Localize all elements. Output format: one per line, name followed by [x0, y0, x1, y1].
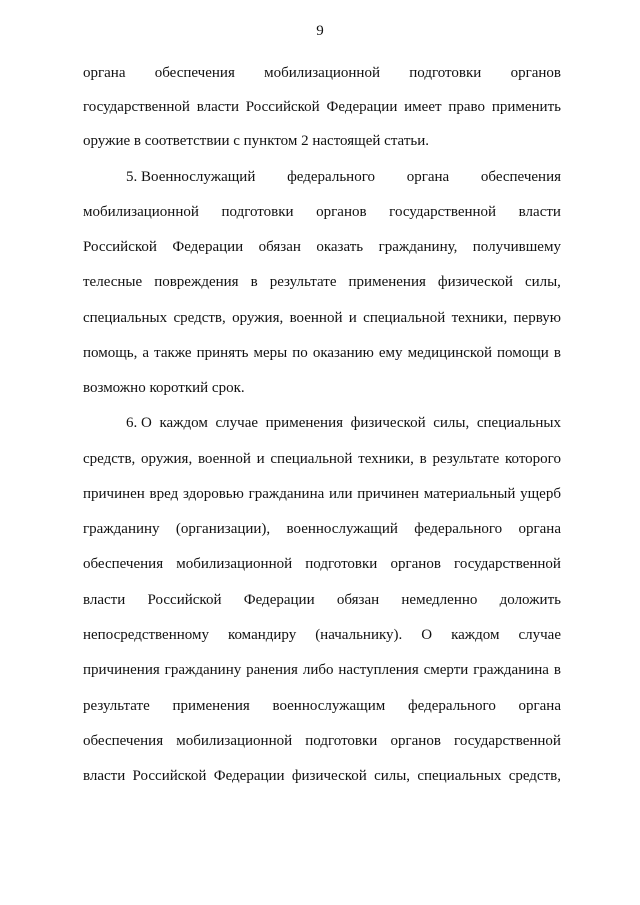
text-word: Российской — [83, 239, 157, 255]
text-line — [83, 344, 561, 362]
text-word: средств, — [83, 451, 136, 467]
text-word: результате — [83, 698, 150, 714]
text-word: смерти — [423, 662, 469, 678]
text-word: ранения — [246, 662, 298, 678]
text-word: возможно короткий срок. — [83, 380, 245, 396]
text-word: органов — [390, 733, 441, 749]
text-word: федерального — [407, 698, 496, 714]
text-word: случае — [215, 415, 259, 431]
text-word: военной — [289, 310, 343, 326]
text-word: подготовки — [305, 733, 378, 749]
text-line — [83, 732, 561, 750]
text-word: подготовки — [221, 204, 294, 220]
text-word: (начальнику). — [315, 627, 403, 643]
text-word: гражданину — [83, 521, 160, 537]
text-word: причинения — [83, 662, 160, 678]
text-word: оказать — [316, 239, 364, 255]
text-line — [83, 626, 561, 644]
text-word: государственной — [83, 99, 190, 115]
text-word: обеспечения — [480, 169, 561, 185]
text-word: материальный — [423, 486, 516, 502]
text-word: 6. О — [126, 415, 152, 431]
text-word: военной — [197, 451, 251, 467]
text-word: военнослужащий — [286, 521, 398, 537]
text-word: 5. Военнослужащий — [126, 169, 256, 185]
text-word: применения — [348, 274, 426, 290]
text-line — [126, 168, 561, 186]
text-word: гражданину, — [378, 239, 458, 255]
text-word: средств, — [173, 310, 226, 326]
text-word: ущерб — [520, 486, 561, 502]
text-word: Федерации — [213, 768, 285, 784]
text-word: повреждения — [154, 274, 239, 290]
text-line — [126, 414, 561, 432]
text-word: органов — [510, 65, 561, 81]
text-line — [83, 485, 561, 503]
text-word: органов — [316, 204, 367, 220]
text-word: в — [419, 451, 427, 467]
text-word: власти — [83, 768, 126, 784]
text-line — [83, 309, 561, 327]
text-word: доложить — [499, 592, 561, 608]
text-word: государственной — [454, 556, 561, 572]
text-word: органа — [83, 65, 126, 81]
text-word: результате — [269, 274, 337, 290]
text-word: гражданину — [164, 662, 242, 678]
text-word: власти — [196, 99, 239, 115]
text-word: меры — [253, 345, 288, 361]
text-word: а — [142, 345, 150, 361]
text-word: техники, — [451, 310, 508, 326]
text-word: федерального — [414, 521, 503, 537]
text-word: (организации), — [175, 521, 271, 537]
text-word: специальных — [83, 310, 168, 326]
text-line — [83, 64, 561, 82]
text-word: имеет — [404, 99, 442, 115]
text-word: Федерации — [172, 239, 244, 255]
text-word: оружия, — [141, 451, 193, 467]
text-word: силы, — [374, 768, 411, 784]
text-word: получившему — [472, 239, 561, 255]
text-word: телесные — [83, 274, 143, 290]
text-word: силы, — [433, 415, 470, 431]
text-word: физической — [437, 274, 513, 290]
text-line — [83, 238, 561, 256]
text-word: подготовки — [409, 65, 482, 81]
text-line — [83, 98, 561, 116]
text-word: мобилизационной — [176, 556, 293, 572]
text-word: случае — [518, 627, 561, 643]
text-word: оказанию — [312, 345, 374, 361]
text-word: причинен — [357, 486, 420, 502]
text-word: право — [448, 99, 486, 115]
text-word: обязан — [336, 592, 380, 608]
text-word: каждом — [451, 627, 500, 643]
text-word: в — [553, 345, 561, 361]
page-number: 9 — [316, 23, 324, 39]
text-word: или — [328, 486, 353, 502]
text-word: применения — [265, 415, 343, 431]
text-word: Российской — [245, 99, 320, 115]
text-word: результате — [432, 451, 500, 467]
text-word: О — [421, 627, 433, 643]
text-word: государственной — [454, 733, 561, 749]
text-word: специальной — [270, 451, 353, 467]
text-word: и — [256, 451, 265, 467]
text-line — [83, 132, 561, 150]
text-line — [83, 697, 561, 715]
text-word: мобилизационной — [176, 733, 293, 749]
text-word: непосредственному — [83, 627, 209, 643]
text-word: власти — [83, 592, 126, 608]
text-word: Российской — [147, 592, 222, 608]
text-line — [83, 379, 561, 397]
text-line — [83, 203, 561, 221]
text-word: обеспечения — [83, 733, 164, 749]
text-word: здоровью — [182, 486, 244, 502]
text-word: Федерации — [243, 592, 315, 608]
text-word: оружие в соответствии с пунктом 2 настоящей статьи. — [83, 133, 429, 149]
text-word: специальных — [417, 768, 502, 784]
text-word: принять — [196, 345, 249, 361]
text-word: в — [250, 274, 258, 290]
text-line — [83, 520, 561, 538]
text-word: помощь, — [83, 345, 138, 361]
text-word: средств, — [508, 768, 561, 784]
text-word: причинен — [83, 486, 145, 502]
text-word: ему — [378, 345, 403, 361]
text-word: по — [292, 345, 308, 361]
text-word: и — [348, 310, 357, 326]
text-word: первую — [513, 310, 561, 326]
text-word: обязан — [258, 239, 301, 255]
text-word: наступления — [338, 662, 419, 678]
text-line — [83, 555, 561, 573]
text-word: либо — [302, 662, 334, 678]
text-word: оружия, — [232, 310, 284, 326]
text-word: органа — [518, 698, 561, 714]
text-word: помощи — [496, 345, 549, 361]
text-word: физической — [350, 415, 426, 431]
text-word: применить — [491, 99, 561, 115]
text-word: мобилизационной — [83, 204, 199, 220]
text-line — [83, 273, 561, 291]
text-word: власти — [518, 204, 561, 220]
text-line — [83, 591, 561, 609]
text-word: физической — [291, 768, 367, 784]
text-word: гражданина — [473, 662, 549, 678]
text-word: вред — [149, 486, 179, 502]
text-word: гражданина — [248, 486, 325, 502]
text-word: специальных — [476, 415, 561, 431]
text-word: каждом — [159, 415, 208, 431]
text-line — [83, 767, 561, 785]
text-word: немедленно — [401, 592, 478, 608]
text-line — [83, 450, 561, 468]
text-word: обеспечения — [154, 65, 235, 81]
text-word: силы, — [524, 274, 561, 290]
text-word: органов — [390, 556, 441, 572]
text-word: подготовки — [305, 556, 378, 572]
text-word: медицинской — [407, 345, 492, 361]
text-line — [83, 661, 561, 679]
text-word: обеспечения — [83, 556, 164, 572]
text-word: органа — [518, 521, 561, 537]
text-word: в — [553, 662, 561, 678]
text-word: военнослужащим — [272, 698, 386, 714]
text-word: Российской — [132, 768, 207, 784]
text-word: которого — [504, 451, 561, 467]
text-word: федерального — [287, 169, 375, 185]
text-word: применения — [172, 698, 250, 714]
text-word: государственной — [389, 204, 497, 220]
text-word: командиру — [227, 627, 297, 643]
text-word: мобилизационной — [264, 65, 380, 81]
text-word: специальной — [363, 310, 446, 326]
text-word: техники, — [358, 451, 414, 467]
text-word: также — [154, 345, 192, 361]
text-word: Федерации — [326, 99, 398, 115]
text-word: органа — [406, 169, 450, 185]
